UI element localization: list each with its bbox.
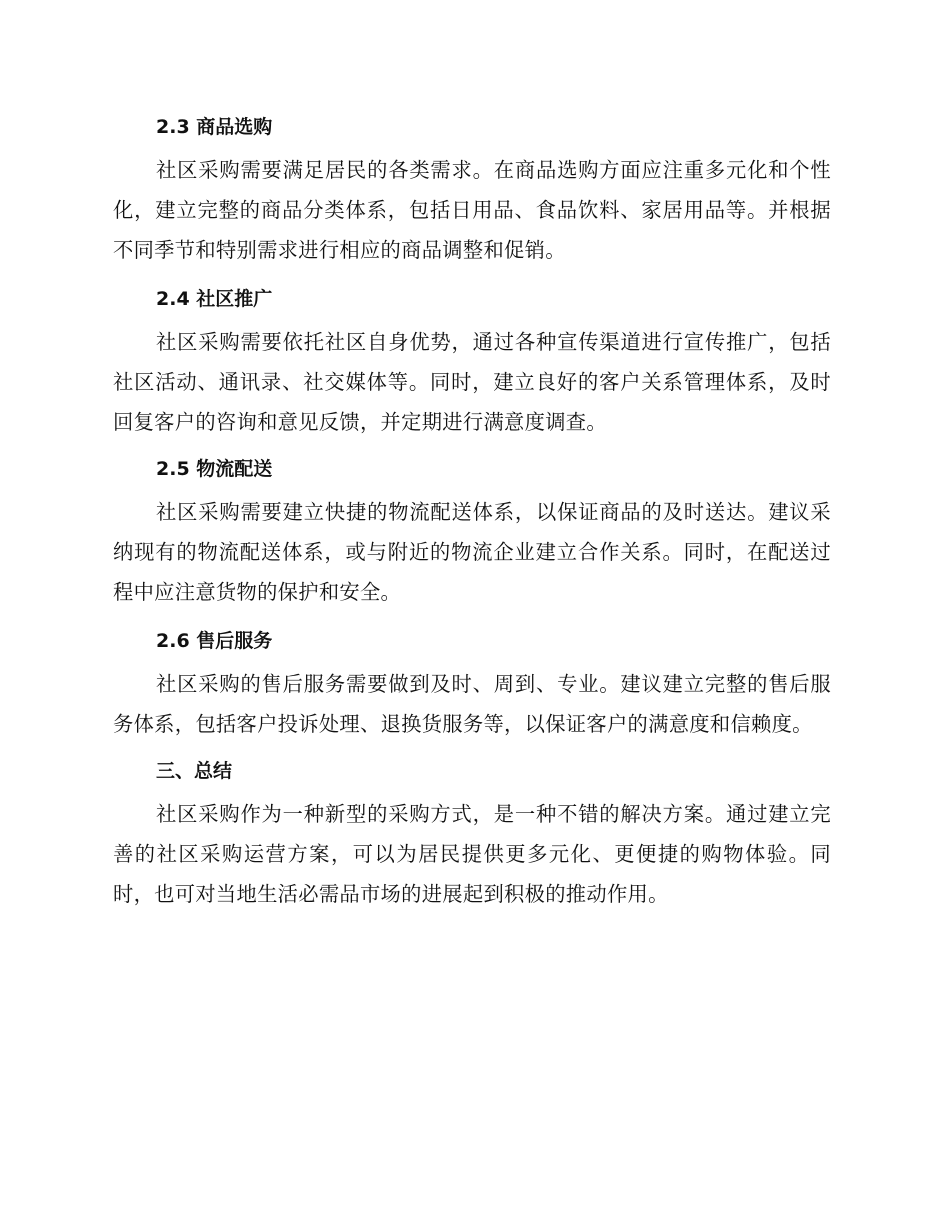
section-body-after-sales: 社区采购的售后服务需要做到及时、周到、专业。建议建立完整的售后服务体系，包括客户投诉处理、退换货服务等，以保证客户的满意度和信赖度。 xyxy=(113,672,831,736)
section-heading-after-sales: 2.6 售后服务 xyxy=(156,630,273,652)
section-heading-community-promotion: 2.4 社区推广 xyxy=(156,288,273,310)
section-body-logistics: 社区采购需要建立快捷的物流配送体系，以保证商品的及时送达。建议采纳现有的物流配送体系，或与附近的物流企业建立合作关系。同时，在配送过程中应注意货物的保护和安全。 xyxy=(113,500,831,604)
section-body-community-promotion: 社区采购需要依托社区自身优势，通过各种宣传渠道进行宣传推广，包括社区活动、通讯录、社交媒体等。同时，建立良好的客户关系管理体系，及时回复客户的咨询和意见反馈，并定期进行满意度调查。 xyxy=(113,330,831,434)
section-heading-summary: 三、总结 xyxy=(156,760,233,782)
section-body-summary: 社区采购作为一种新型的采购方式，是一种不错的解决方案。通过建立完善的社区采购运营方案，可以为居民提供更多元化、更便捷的购物体验。同时，也可对当地生活必需品市场的进展起到积极的推动作用。 xyxy=(113,802,831,906)
section-heading-product-selection: 2.3 商品选购 xyxy=(156,116,273,138)
section-heading-logistics: 2.5 物流配送 xyxy=(156,458,273,480)
section-body-product-selection: 社区采购需要满足居民的各类需求。在商品选购方面应注重多元化和个性化，建立完整的商品分类体系，包括日用品、食品饮料、家居用品等。并根据不同季节和特别需求进行相应的商品调整和促销。 xyxy=(113,158,831,262)
document-content xyxy=(113,108,831,922)
